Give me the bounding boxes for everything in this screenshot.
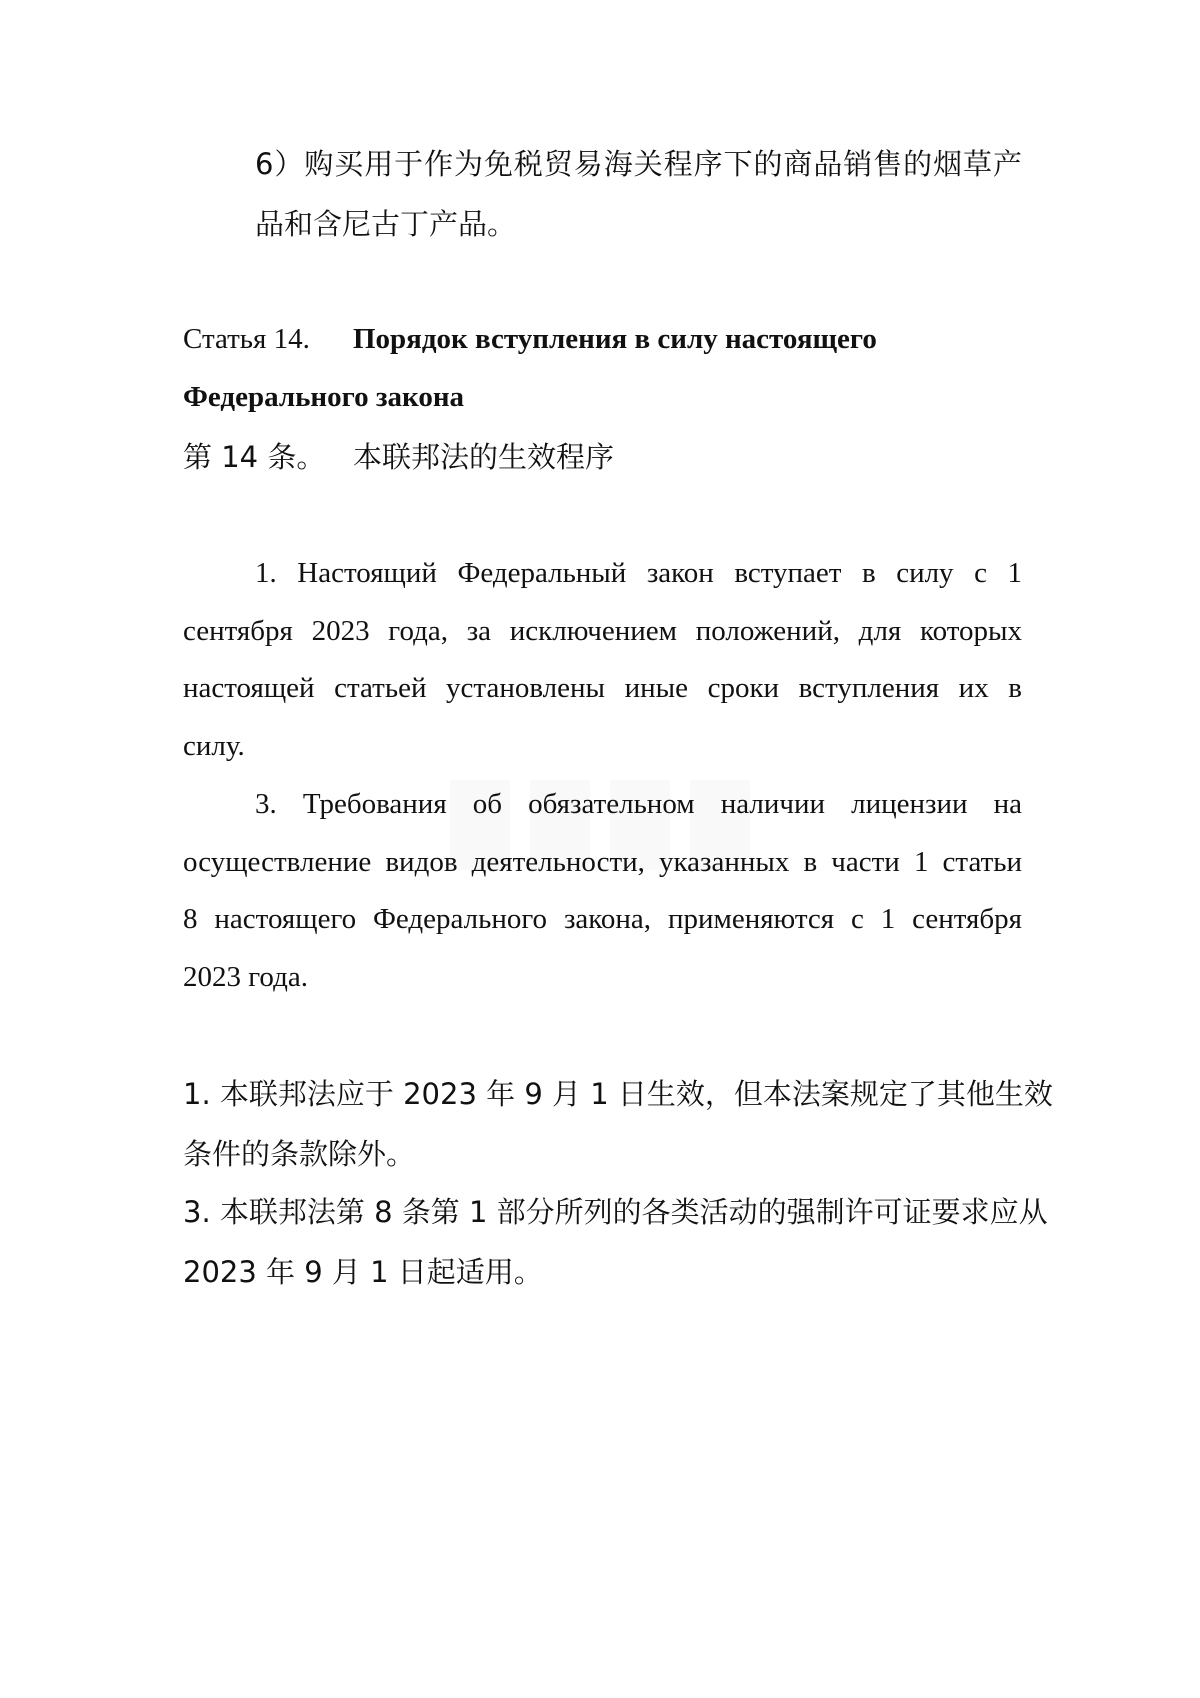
ru-para3-line3: 8 настоящего Федерального закона, применяются с 1 сентября [183, 903, 1022, 935]
ru-para1-line2: сентября 2023 года, за исключением положений, для которых [183, 615, 1022, 647]
ru-para3-line2: осуществление видов деятельности, указанных в части 1 статьи [183, 846, 1022, 878]
ru-para3-line4: 2023 года. [183, 961, 308, 993]
item6-line2: 品和含尼古丁产品。 [255, 207, 517, 241]
ru-para1-line4: силу. [183, 730, 245, 762]
item6-line1: 6）购买用于作为免税贸易海关程序下的商品销售的烟草产 [255, 147, 1022, 181]
zh-para3-line2: 2023 年 9 月 1 日起适用。 [183, 1255, 543, 1289]
article-number-zh: 第 14 条。 [183, 440, 326, 474]
ru-para1-line1: 1. Настоящий Федеральный закон вступает в силу с 1 [255, 557, 1022, 589]
article-title-zh: 本联邦法的生效程序 [353, 440, 615, 474]
zh-para1-line2: 条件的条款除外。 [183, 1137, 416, 1171]
zh-para1-line1: 1. 本联邦法应于 2023 年 9 月 1 日生效，但本法案规定了其他生效 [183, 1077, 1053, 1111]
article-heading-zh [183, 437, 1022, 477]
article-number-ru: Статья 14. [183, 323, 310, 355]
article-heading-ru [183, 319, 1022, 359]
ru-para1-line3: настоящей статьей установлены иные сроки вступления их в [183, 672, 1022, 704]
zh-para3-line1: 3. 本联邦法第 8 条第 1 部分所列的各类活动的强制许可证要求应从 [183, 1195, 1048, 1229]
ru-para3-line1: 3. Требования об обязательном наличии лицензии на [255, 788, 1022, 820]
article-title-ru-line1: Порядок вступления в силу настоящего [353, 323, 877, 355]
article-title-ru-line2: Федерального закона [183, 381, 465, 413]
